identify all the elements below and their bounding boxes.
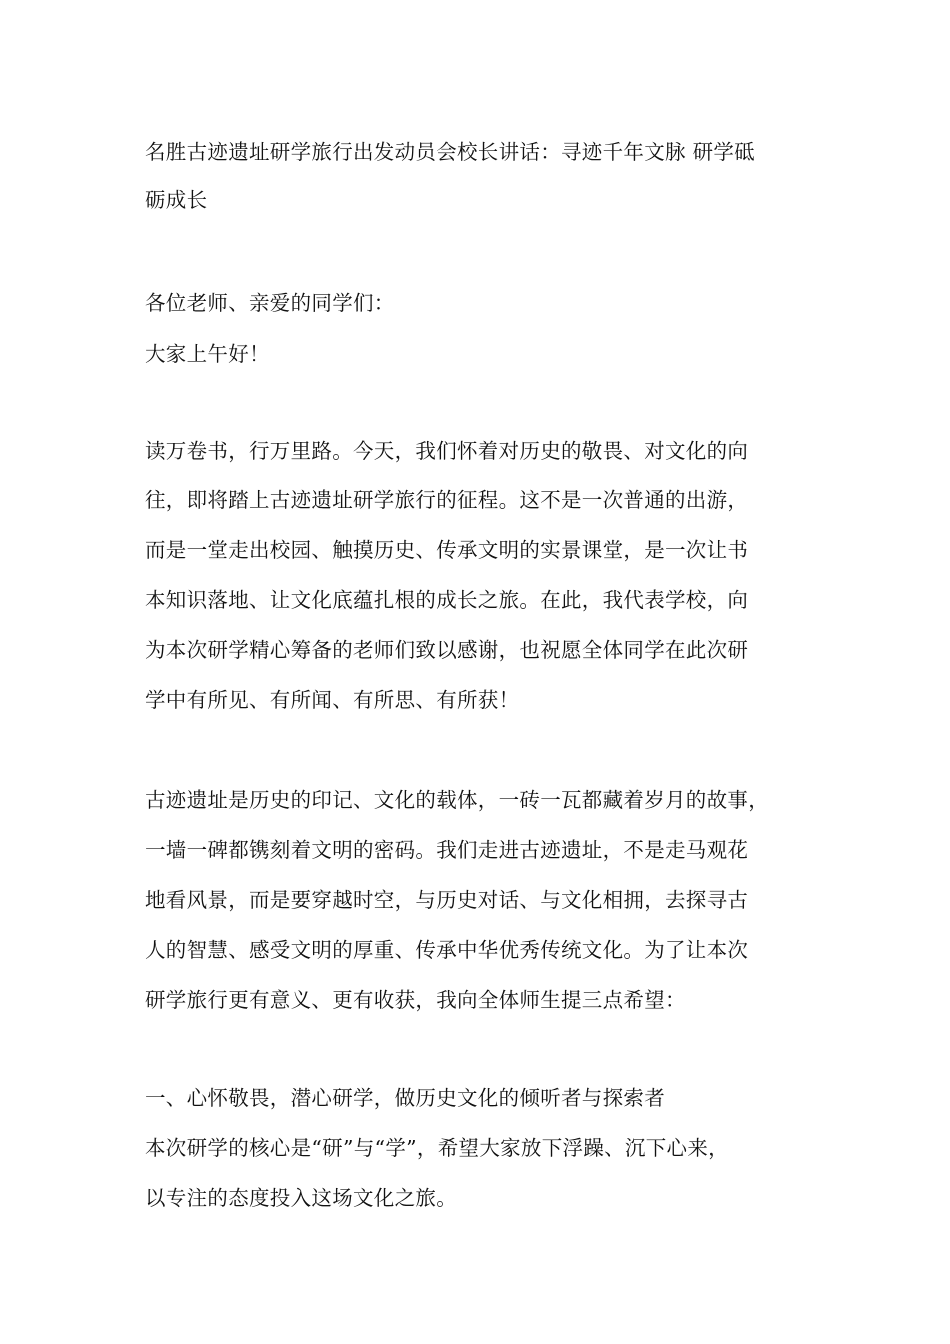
paragraph-1-line-3: 而是一堂走出校园、触摸历史、传承文明的实景课堂，是一次让书: [145, 538, 749, 562]
paragraph-2-line-5: 研学旅行更有意义、更有收获，我向全体师生提三点希望：: [145, 988, 686, 1012]
section-1-body-line-2: 以专注的态度投入这场文化之旅。: [145, 1186, 457, 1210]
section-1-body-line-1: 本次研学的核心是“研”与“学”，希望大家放下浮躁、沉下心来，: [145, 1136, 729, 1160]
paragraph-1-line-1: 读万卷书，行万里路。今天，我们怀着对历史的敬畏、对文化的向: [145, 439, 749, 463]
paragraph-2-line-1: 古迹遗址是历史的印记、文化的载体，一砖一瓦都藏着岁月的故事，: [145, 788, 769, 812]
paragraph-2-line-3: 地看风景，而是要穿越时空，与历史对话、与文化相拥，去探寻古: [145, 888, 749, 912]
section-1-heading: 一、心怀敬畏，潜心研学，做历史文化的倾听者与探索者: [145, 1086, 665, 1110]
paragraph-2-line-4: 人的智慧、感受文明的厚重、传承中华优秀传统文化。为了让本次: [145, 938, 749, 962]
paragraph-1-line-6: 学中有所见、有所闻、有所思、有所获！: [145, 688, 520, 712]
paragraph-1-line-4: 本知识落地、让文化底蕴扎根的成长之旅。在此，我代表学校，向: [145, 588, 749, 612]
salutation: 各位老师、亲爱的同学们：: [145, 291, 395, 315]
paragraph-1-line-2: 往，即将踏上古迹遗址研学旅行的征程。这不是一次普通的出游，: [145, 488, 749, 512]
greeting: 大家上午好！: [145, 342, 270, 366]
paragraph-2-line-2: 一墙一碑都镌刻着文明的密码。我们走进古迹遗址，不是走马观花: [145, 838, 749, 862]
paragraph-1-line-5: 为本次研学精心筹备的老师们致以感谢，也祝愿全体同学在此次研: [145, 638, 749, 662]
title-line-1: 名胜古迹遗址研学旅行出发动员会校长讲话：寻迹千年文脉 研学砥: [145, 140, 756, 164]
title-line-2: 砺成长: [145, 188, 208, 212]
